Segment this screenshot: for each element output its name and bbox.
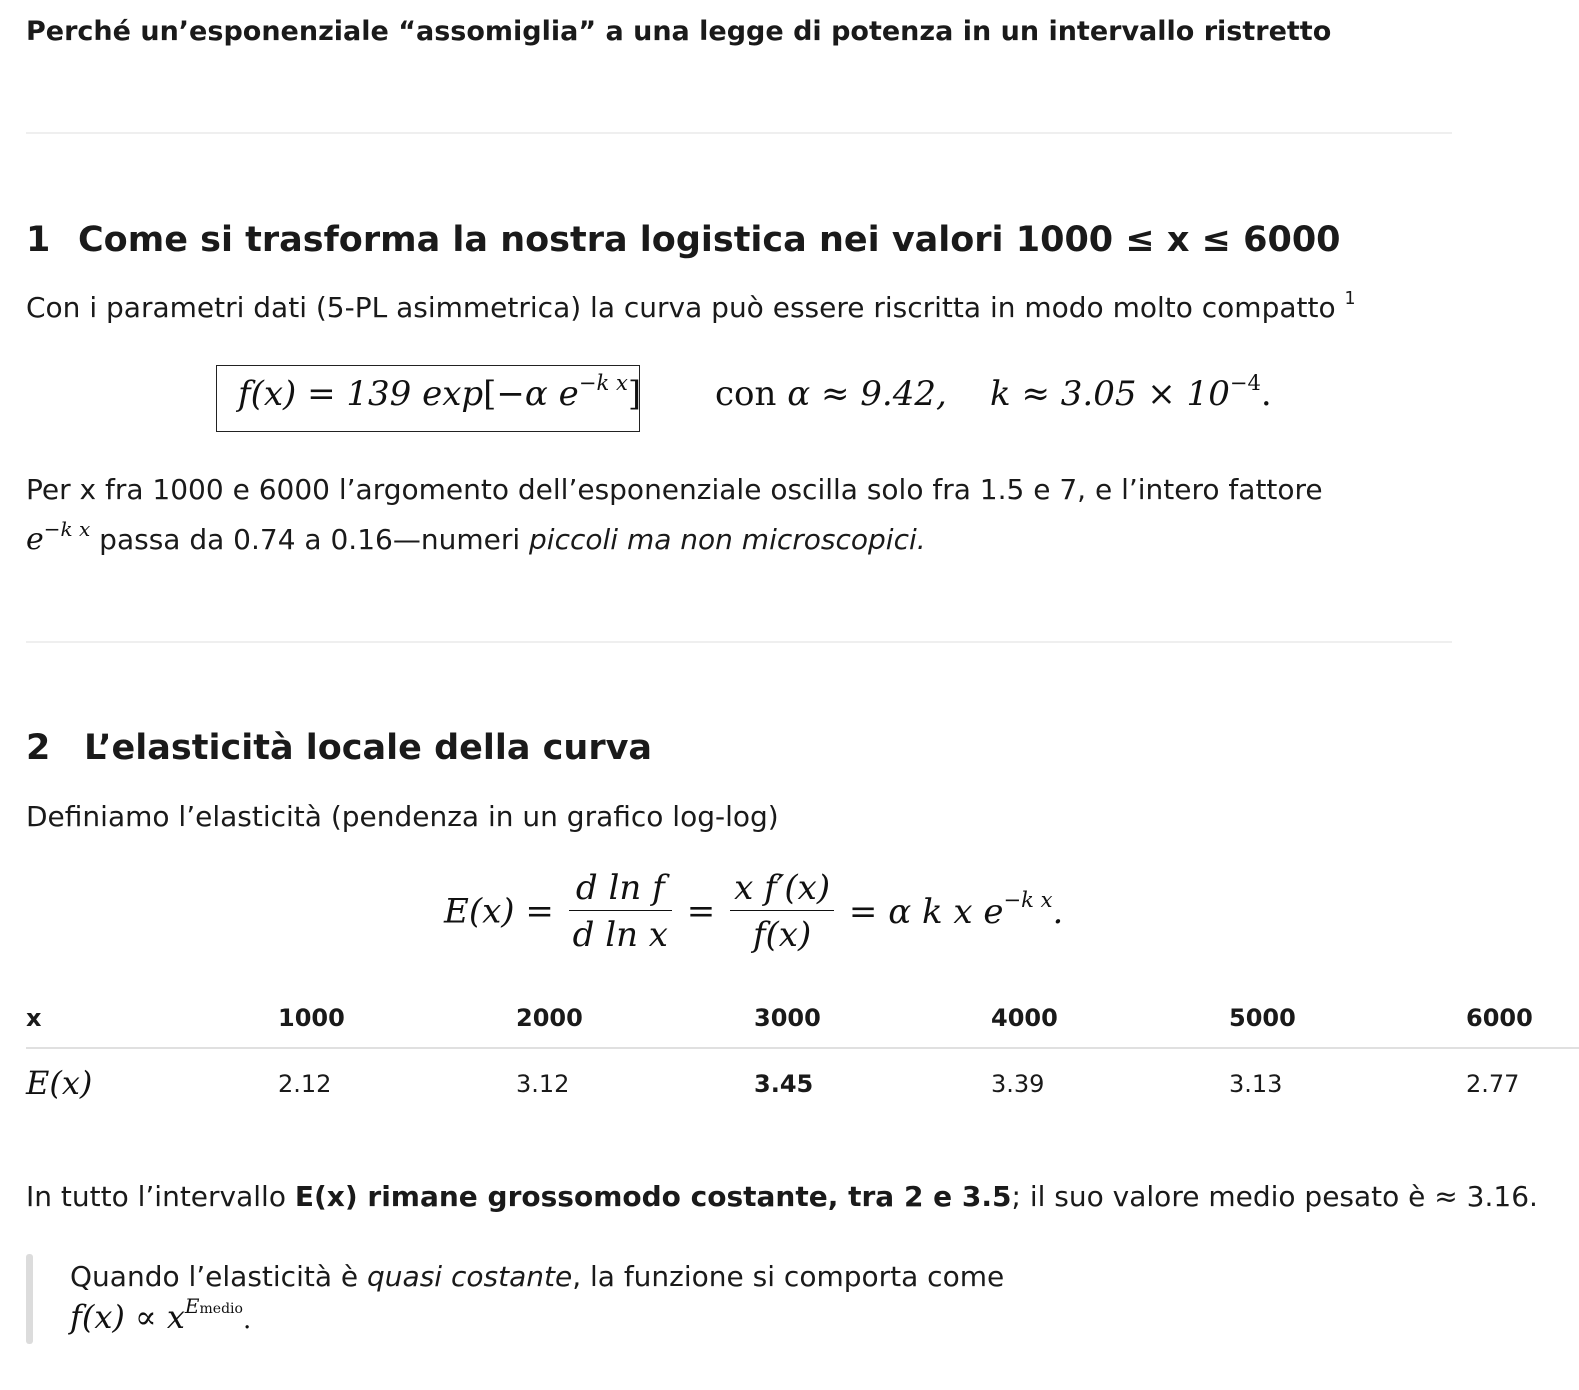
formula-lhs: f(x) = 139 exp (238, 374, 484, 414)
table-cell: 3.12 (516, 1070, 570, 1098)
header-cell: 2000 (516, 1004, 583, 1032)
section-number: 2 (26, 728, 51, 768)
divider (26, 132, 1452, 134)
section-number: 1 (26, 220, 51, 260)
row-label: E(x) (26, 1064, 93, 1102)
section-2-heading (26, 728, 652, 768)
quote-text: , la funzione si comporta come (572, 1260, 1005, 1293)
footnote-reference[interactable]: 1 (1344, 289, 1356, 310)
paragraph-line-2 (26, 516, 926, 557)
k-exponent: −4 (1229, 369, 1261, 395)
blockquote-bar (26, 1254, 33, 1344)
exponent-subscript: medio (199, 1301, 243, 1318)
quote-exponent (185, 1294, 243, 1318)
fraction-xfprime-f (730, 868, 834, 955)
equation-rhs (848, 887, 1064, 932)
paragraph-line-1: Per x fra 1000 e 6000 l’argomento dell’esponenziale oscilla solo fra 1.5 e 7, e l’intero fattore (26, 473, 1323, 506)
summary-pre: In tutto l’intervallo (26, 1180, 295, 1213)
period: . (1052, 891, 1064, 932)
table-cell-max: 3.45 (754, 1070, 814, 1098)
blockquote-line-1 (70, 1260, 1004, 1293)
rhs-exponent: −k x (1003, 887, 1053, 913)
header-cell: 5000 (1229, 1004, 1296, 1032)
section-2-intro: Definiamo l’elasticità (pendenza in un grafico log-log) (26, 800, 779, 833)
inline-math-e: e (26, 522, 44, 557)
fraction-numerator: d ln f (569, 868, 672, 911)
table-cell: 2.12 (278, 1070, 332, 1098)
divider (26, 641, 1452, 643)
rhs-text: = α k x e (848, 891, 1004, 932)
formula-exponent: −k x (578, 369, 628, 395)
quote-emphasis: quasi costante (367, 1260, 573, 1293)
con-word: con (715, 374, 777, 414)
document-title: Perché un’esponenziale “assomiglia” a una legge di potenza in un intervallo ristretto (26, 16, 1332, 47)
bracket-close: ] (627, 374, 642, 414)
fraction-numerator: x f′(x) (730, 868, 834, 911)
period: . (242, 1305, 252, 1335)
summary-post: ; il suo valore medio pesato è ≈ 3.16. (1011, 1180, 1538, 1213)
table-header-row (26, 1004, 1579, 1048)
fraction-denominator: d ln x (572, 915, 668, 955)
period: . (1260, 374, 1272, 414)
parameter-values (715, 369, 1272, 414)
header-cell: 6000 (1466, 1004, 1533, 1032)
k-value: k ≈ 3.05 × 10 (990, 374, 1230, 414)
paragraph-text: passa da 0.74 a 0.16—numeri (90, 523, 530, 556)
section-1-intro (26, 291, 1356, 324)
section-title: Come si trasforma la nostra logistica nei valori 1000 ≤ x ≤ 6000 (78, 220, 1341, 260)
quote-text: Quando l’elasticità è (70, 1260, 368, 1293)
exponent-base: E (184, 1294, 200, 1319)
fraction-dlnf-dlnx (569, 868, 672, 955)
inline-math-exponent: −k x (43, 516, 91, 541)
section-title: L’elasticità locale della curva (84, 728, 653, 768)
summary-bold: E(x) rimane grossomodo costante, tra 2 e 3.5 (294, 1180, 1012, 1213)
elasticity-equation (444, 868, 1063, 958)
header-cell: 3000 (754, 1004, 821, 1032)
intro-text: Con i parametri dati (5-PL asimmetrica) la curva può essere riscritta in modo molto compatto (26, 291, 1336, 324)
formula-f (238, 369, 642, 414)
header-cell: 4000 (991, 1004, 1058, 1032)
fraction-denominator: f(x) (752, 915, 812, 955)
formula-bracket-content: −α e (496, 374, 579, 414)
bracket-open: [ (483, 374, 497, 414)
table-cell: 3.13 (1229, 1070, 1283, 1098)
alpha-value: α ≈ 9.42, (787, 374, 947, 414)
quote-math: f(x) ∝ x (70, 1298, 185, 1336)
header-label: x (26, 1004, 42, 1032)
paragraph-emphasis: piccoli ma non microscopici. (529, 523, 926, 556)
equals-sign: = (686, 891, 716, 932)
table-row (26, 1064, 1579, 1114)
header-cell: 1000 (278, 1004, 345, 1032)
equation-lhs: E(x) = (444, 891, 554, 932)
table-cell: 2.77 (1466, 1070, 1520, 1098)
summary-paragraph (26, 1180, 1538, 1213)
table-divider (26, 1047, 1579, 1049)
section-1-heading (26, 220, 1341, 260)
table-cell: 3.39 (991, 1070, 1045, 1098)
blockquote-line-2 (70, 1294, 252, 1336)
